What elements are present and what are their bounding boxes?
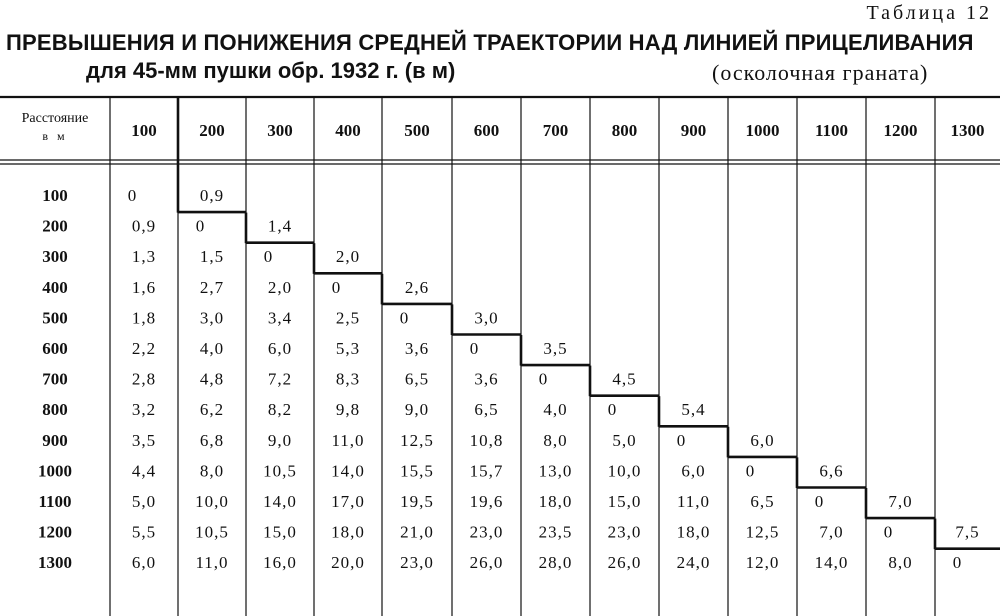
table-cell: 6,5	[404, 369, 430, 389]
table-cell: 14,0	[263, 491, 297, 511]
table-cell: 4,8	[199, 369, 225, 389]
table-cell: 2,5	[335, 308, 361, 328]
table-cell: 11,0	[676, 491, 711, 511]
table-cell: 9,8	[335, 400, 361, 420]
table-cell: 0	[538, 369, 548, 389]
table-cell: 1,5	[199, 247, 225, 267]
column-header: 400	[335, 121, 361, 140]
table-cell: 14,0	[814, 553, 849, 573]
table-cell: 14,0	[331, 461, 365, 481]
table-cell: 0	[127, 185, 137, 205]
table-cell: 12,5	[400, 430, 434, 450]
table-cell: 18,0	[538, 491, 573, 511]
column-header: 200	[199, 121, 225, 140]
column-header: 700	[542, 121, 569, 140]
table-cell: 6,0	[131, 553, 157, 573]
column-header: 500	[404, 121, 430, 140]
table-cell: 23,0	[400, 553, 434, 573]
table-cell: 7,0	[819, 522, 844, 542]
table-cell: 15,0	[607, 491, 642, 511]
table-cell: 4,4	[131, 461, 157, 481]
row-header: 1100	[38, 491, 72, 511]
table-cell: 0	[263, 247, 273, 267]
table-cell: 23,5	[538, 522, 573, 542]
table-subtitle: для 45-мм пушки обр. 1932 г. (в м)	[86, 58, 456, 83]
row-header: 300	[42, 247, 68, 267]
table-cell: 3,2	[131, 400, 157, 420]
table-cell: 21,0	[400, 522, 434, 542]
table-cell: 10,5	[195, 522, 229, 542]
table-cell: 6,2	[199, 400, 225, 420]
table-cell: 5,4	[681, 400, 706, 420]
table-cell: 2,6	[404, 277, 430, 297]
row-header: 700	[42, 369, 68, 389]
table-cell: 23,0	[607, 522, 642, 542]
table-cell: 8,2	[267, 400, 293, 420]
row-header: 1000	[38, 461, 72, 481]
table-cell: 0	[883, 522, 893, 542]
table-cell: 3,6	[474, 369, 499, 389]
table-cell: 8,0	[888, 553, 913, 573]
table-cell: 3,0	[199, 308, 225, 328]
table-cell: 3,5	[131, 430, 157, 450]
table-cell: 13,0	[538, 461, 573, 481]
table-cell: 0	[331, 277, 341, 297]
table-cell: 0	[814, 491, 824, 511]
table-cell: 23,0	[469, 522, 504, 542]
table-cell: 4,0	[199, 338, 225, 358]
table-cell: 20,0	[331, 553, 365, 573]
corner-header-line1: Расстояние	[21, 111, 89, 126]
table-cell: 4,5	[612, 369, 637, 389]
table-cell: 11,0	[195, 553, 229, 573]
table-cell: 4,0	[543, 400, 568, 420]
table-cell: 15,7	[469, 461, 504, 481]
table-cell: 10,0	[195, 491, 229, 511]
table-cell: 8,0	[543, 430, 568, 450]
column-header: 100	[131, 121, 157, 140]
table-cell: 3,6	[404, 338, 430, 358]
table-cell: 5,5	[131, 522, 157, 542]
table-cell: 8,0	[199, 461, 225, 481]
table-cell: 5,0	[131, 491, 157, 511]
table-cell: 1,6	[131, 277, 157, 297]
table-cell: 10,8	[469, 430, 504, 450]
table-cell: 5,3	[335, 338, 361, 358]
column-header: 1300	[950, 121, 985, 140]
table-cell: 2,0	[335, 247, 361, 267]
table-cell: 0,9	[199, 185, 225, 205]
row-header: 1200	[38, 522, 72, 542]
column-header: 300	[267, 121, 293, 140]
table-cell: 0	[399, 308, 409, 328]
row-header: 200	[42, 216, 68, 236]
table-cell: 26,0	[469, 553, 504, 573]
table-cell: 18,0	[331, 522, 365, 542]
table-cell: 0	[469, 338, 479, 358]
table-cell: 0	[952, 553, 962, 573]
column-header: 1000	[745, 121, 780, 140]
table-cell: 3,5	[543, 338, 568, 358]
table-cell: 6,8	[199, 430, 225, 450]
table-cell: 19,5	[400, 491, 434, 511]
table-cell: 6,0	[681, 461, 706, 481]
row-header: 400	[42, 277, 68, 297]
table-cell: 15,5	[400, 461, 434, 481]
table-cell: 9,0	[267, 430, 293, 450]
table-cell: 7,0	[888, 491, 913, 511]
table-cell: 18,0	[676, 522, 711, 542]
table-title: ПРЕВЫШЕНИЯ И ПОНИЖЕНИЯ СРЕДНЕЙ ТРАЕКТОРИИ НАД ЛИНИЕЙ ПРИЦЕЛИВАНИЯ	[6, 30, 974, 55]
table-cell: 2,0	[267, 277, 293, 297]
table-cell: 1,8	[131, 308, 157, 328]
table-cell: 12,0	[745, 553, 780, 573]
table-subtitle-note: (осколочная граната)	[712, 60, 929, 85]
table-cell: 10,0	[607, 461, 642, 481]
column-header: 900	[680, 121, 707, 140]
row-header: 800	[42, 400, 68, 420]
row-header: 1300	[38, 553, 72, 573]
table-cell: 8,3	[335, 369, 361, 389]
table-cell: 10,5	[263, 461, 297, 481]
table-cell: 3,4	[267, 308, 293, 328]
table-cell: 15,0	[263, 522, 297, 542]
table-cell: 6,0	[267, 338, 293, 358]
table-cell: 2,2	[131, 338, 157, 358]
table-cell: 3,0	[474, 308, 499, 328]
row-header: 600	[42, 338, 68, 358]
table-cell: 6,5	[750, 491, 775, 511]
row-header: 100	[42, 185, 68, 205]
table-cell: 1,4	[267, 216, 293, 236]
table-cell: 9,0	[404, 400, 430, 420]
table-cell: 7,5	[955, 522, 980, 542]
table-cell: 7,2	[267, 369, 293, 389]
table-cell: 5,0	[612, 430, 637, 450]
table-cell: 6,0	[750, 430, 775, 450]
table-cell: 16,0	[263, 553, 297, 573]
table-cell: 28,0	[538, 553, 573, 573]
table-cell: 19,6	[469, 491, 504, 511]
table-cell: 26,0	[607, 553, 642, 573]
table-cell: 0,9	[131, 216, 157, 236]
table-cell: 0	[745, 461, 755, 481]
column-header: 600	[473, 121, 500, 140]
row-header: 500	[42, 308, 68, 328]
table-cell: 12,5	[745, 522, 780, 542]
table-cell: 11,0	[331, 430, 365, 450]
column-header: 1100	[814, 121, 849, 140]
table-cell: 1,3	[131, 247, 157, 267]
column-header: 1200	[883, 121, 918, 140]
table-cell: 0	[676, 430, 686, 450]
table-cell: 2,8	[131, 369, 157, 389]
table-cell: 17,0	[331, 491, 365, 511]
table-cell: 0	[607, 400, 617, 420]
corner-header-line2: в м	[42, 129, 68, 143]
table-number: Таблица 12	[866, 2, 992, 24]
table-cell: 6,5	[474, 400, 499, 420]
table-cell: 0	[195, 216, 205, 236]
table-cell: 24,0	[676, 553, 711, 573]
table-cell: 2,7	[199, 277, 225, 297]
table-cell: 6,6	[819, 461, 844, 481]
column-header: 800	[611, 121, 638, 140]
row-header: 900	[42, 430, 68, 450]
